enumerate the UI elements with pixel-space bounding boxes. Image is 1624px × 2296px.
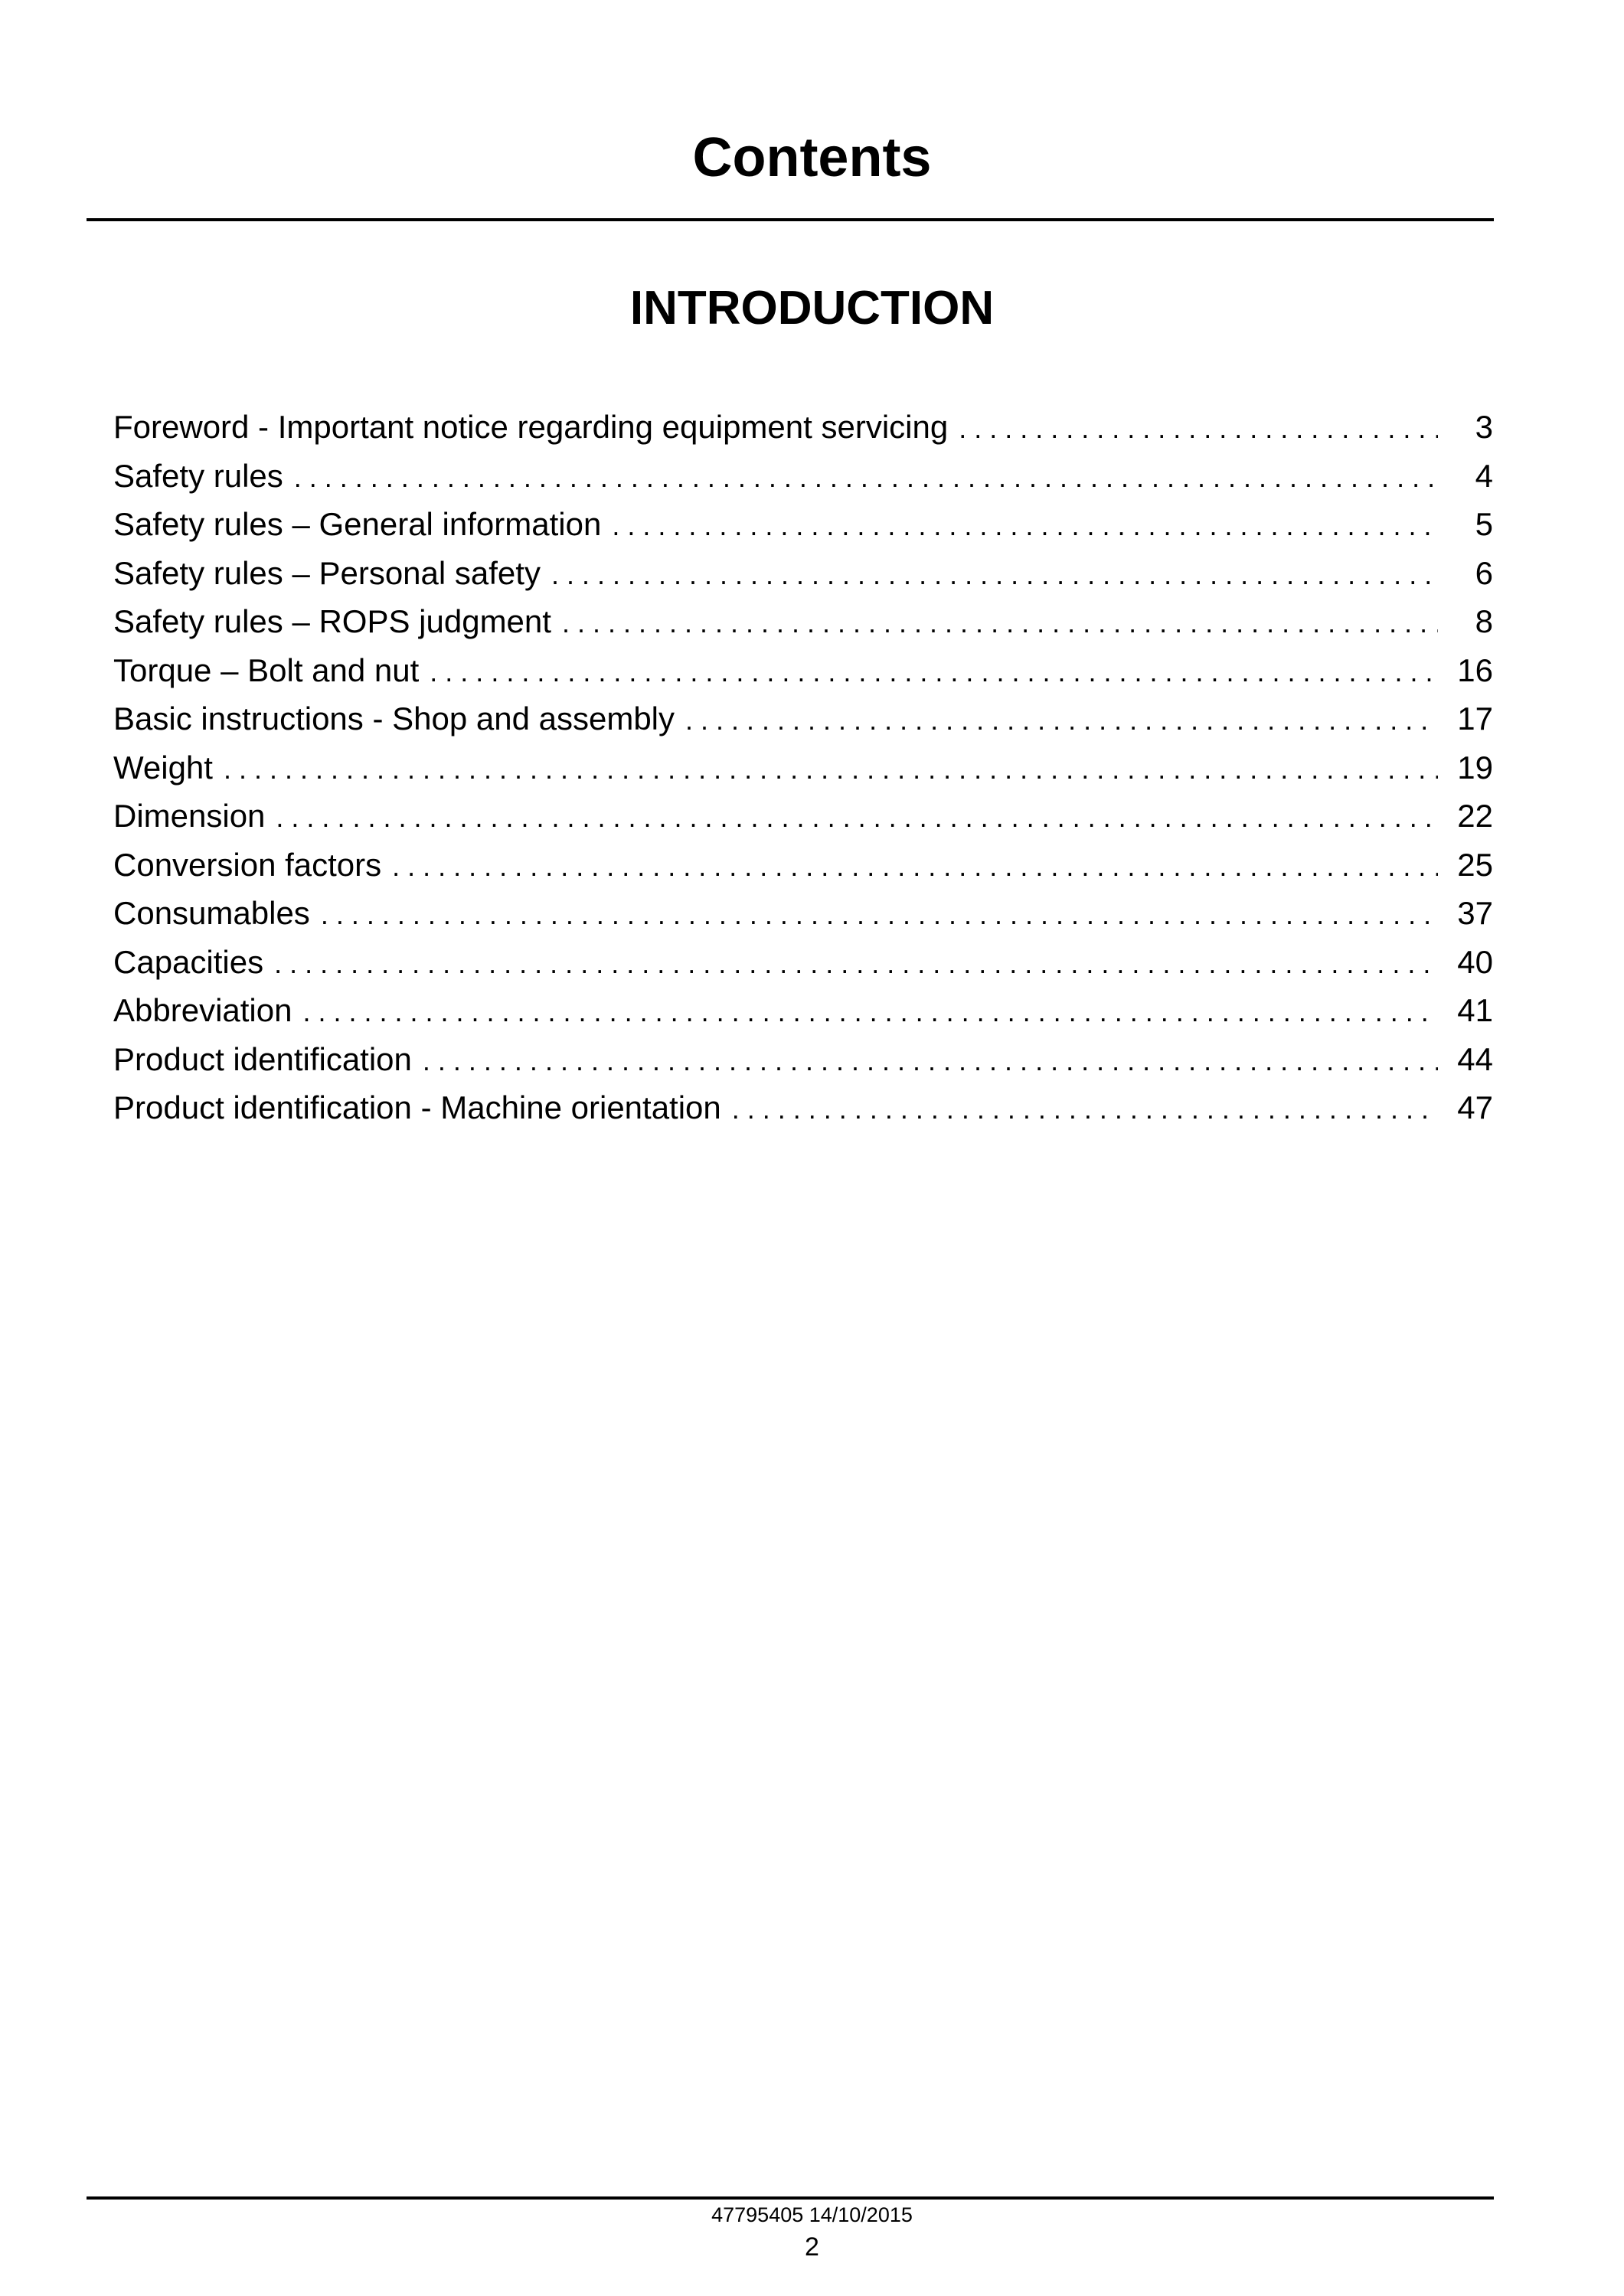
toc-entry-page: 4 <box>1475 457 1493 494</box>
toc-entry[interactable] <box>113 986 1493 1035</box>
toc-entry[interactable] <box>113 597 1493 646</box>
toc-entry-page: 16 <box>1457 652 1493 688</box>
toc-entry-page: 47 <box>1457 1089 1493 1125</box>
toc-entry-page: 6 <box>1475 554 1493 591</box>
toc-entry-page: 5 <box>1475 506 1493 542</box>
toc-dot-leader <box>685 696 1438 745</box>
toc-entry[interactable] <box>113 694 1493 743</box>
toc-dot-leader <box>551 550 1438 599</box>
toc-entry-page: 3 <box>1475 409 1493 445</box>
toc-entry-title: Torque – Bolt and nut <box>113 652 420 688</box>
page-number: 2 <box>805 2232 819 2262</box>
toc-entry-title: Abbreviation <box>113 992 292 1028</box>
toc-entry-page: 41 <box>1457 992 1493 1028</box>
toc-dot-leader <box>612 501 1438 550</box>
toc-dot-leader <box>392 842 1438 891</box>
toc-entry-title: Conversion factors <box>113 846 382 883</box>
toc-entry-title: Safety rules – ROPS judgment <box>113 603 551 639</box>
toc-dot-leader <box>562 599 1438 648</box>
toc-entry[interactable] <box>113 452 1493 501</box>
toc-entry[interactable] <box>113 938 1493 987</box>
toc-dot-leader <box>423 1037 1438 1086</box>
table-of-contents <box>113 403 1493 1132</box>
toc-dot-leader <box>321 890 1438 939</box>
toc-dot-leader <box>224 745 1438 794</box>
toc-entry-title: Capacities <box>113 943 264 980</box>
toc-dot-leader <box>276 793 1438 842</box>
toc-entry-title: Basic instructions - Shop and assembly <box>113 701 675 736</box>
header-divider <box>87 218 1494 221</box>
toc-dot-leader <box>732 1085 1438 1134</box>
toc-entry-title: Weight <box>113 749 213 785</box>
toc-entry-page: 37 <box>1457 895 1493 931</box>
section-title: INTRODUCTION <box>629 282 995 335</box>
toc-entry-page: 17 <box>1457 701 1493 736</box>
toc-entry[interactable] <box>113 403 1493 452</box>
toc-entry-title: Consumables <box>113 895 310 931</box>
toc-entry[interactable] <box>113 500 1493 549</box>
toc-entry[interactable] <box>113 1083 1493 1132</box>
document-reference: 47795405 14/10/2015 <box>711 2203 913 2226</box>
toc-dot-leader <box>430 648 1438 697</box>
toc-dot-leader <box>294 453 1438 502</box>
toc-entry-page: 25 <box>1457 846 1493 883</box>
toc-entry-page: 40 <box>1457 943 1493 980</box>
toc-entry-title: Product identification <box>113 1040 412 1077</box>
toc-entry[interactable] <box>113 889 1493 938</box>
toc-dot-leader <box>959 404 1438 453</box>
toc-entry-title: Safety rules <box>113 457 283 494</box>
toc-entry[interactable] <box>113 646 1493 695</box>
toc-entry[interactable] <box>113 841 1493 890</box>
toc-entry[interactable] <box>113 1035 1493 1084</box>
toc-entry-page: 8 <box>1475 603 1493 639</box>
toc-entry[interactable] <box>113 792 1493 841</box>
toc-entry-title: Foreword - Important notice regarding equipment servicing <box>113 409 949 445</box>
toc-entry[interactable] <box>113 549 1493 598</box>
toc-entry-page: 19 <box>1457 749 1493 785</box>
toc-entry-title: Safety rules – Personal safety <box>113 554 541 591</box>
toc-entry[interactable] <box>113 743 1493 792</box>
footer-divider <box>87 2196 1494 2200</box>
toc-dot-leader <box>274 939 1438 988</box>
toc-entry-title: Safety rules – General information <box>113 506 602 542</box>
toc-entry-page: 22 <box>1457 798 1493 834</box>
toc-entry-page: 44 <box>1457 1040 1493 1077</box>
toc-entry-title: Product identification - Machine orientation <box>113 1089 721 1125</box>
page-title: Contents <box>692 127 932 188</box>
toc-dot-leader <box>302 988 1438 1037</box>
toc-entry-title: Dimension <box>113 798 266 834</box>
